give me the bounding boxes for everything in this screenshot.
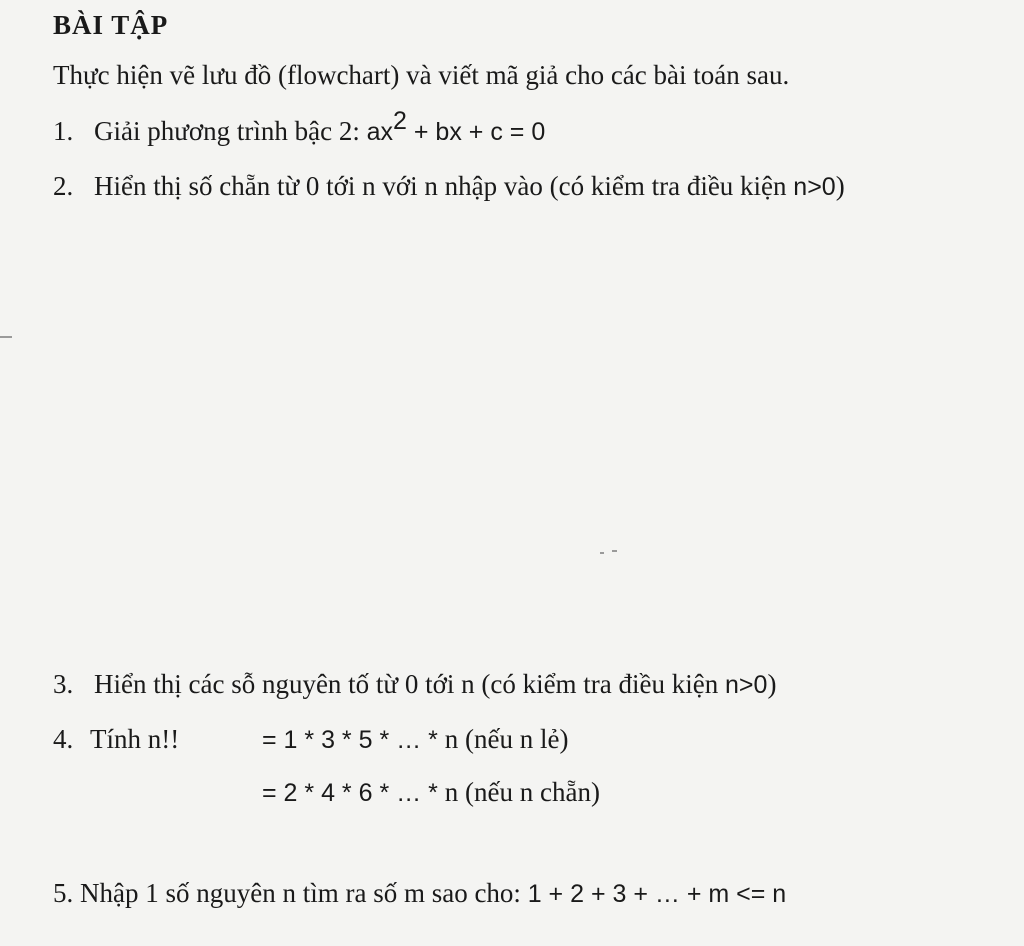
exercise-1-number: 1. (53, 116, 74, 146)
exercise-5 (53, 876, 786, 911)
exercise-4-line-2-math: = 2 * 4 * 6 * … * (262, 779, 445, 807)
exercise-4-line-1-text: n (nếu n lẻ) (444, 724, 569, 754)
exercise-2 (53, 169, 845, 204)
stray-dot (600, 552, 604, 554)
exercise-4-line-1-math: = 1 * 3 * 5 * … * (262, 726, 445, 754)
exercise-4 (53, 722, 179, 756)
exercise-1-exponent: 2 (393, 107, 407, 135)
stray-mark (0, 336, 12, 338)
exercise-4-line-1 (262, 722, 568, 757)
exercise-2-number: 2. (53, 171, 74, 201)
exercise-3-text: Hiển thị các sỗ nguyên tố từ 0 tới n (có kiểm tra điều kiện (94, 669, 726, 699)
exercise-1-math-suffix: + bx + c = 0 (406, 118, 546, 146)
exercise-1-math-prefix: ax (366, 118, 394, 146)
stray-dot (612, 550, 617, 552)
page-title: BÀI TẬP (53, 10, 169, 40)
exercise-4-line-2-text: n (nếu n chẵn) (444, 777, 600, 807)
exercise-3-math: n>0 (725, 671, 768, 699)
exercise-2-tail: ) (835, 171, 845, 201)
exercise-5-number: 5. (53, 878, 74, 908)
exercise-4-number: 4. (53, 724, 74, 754)
exercise-5-text: Nhập 1 số nguyên n tìm ra số m sao cho: (80, 878, 528, 908)
exercise-4-label: Tính n!! (90, 724, 180, 754)
exercise-1-text: Giải phương trình bậc 2: (94, 116, 367, 146)
exercise-3-tail: ) (767, 669, 777, 699)
intro-text: Thực hiện vẽ lưu đồ (flowchart) và viết mã giả cho các bài toán sau. (53, 60, 790, 90)
exercise-2-text: Hiển thị số chẵn từ 0 tới n với n nhập vào (có kiểm tra điều kiện (94, 171, 794, 201)
exercise-5-math: 1 + 2 + 3 + … + m <= n (527, 880, 787, 908)
exercise-3-number: 3. (53, 669, 74, 699)
exercise-3 (53, 667, 776, 702)
exercise-1 (53, 107, 546, 149)
exercise-2-math: n>0 (793, 173, 836, 201)
exercise-4-line-2 (262, 775, 600, 810)
